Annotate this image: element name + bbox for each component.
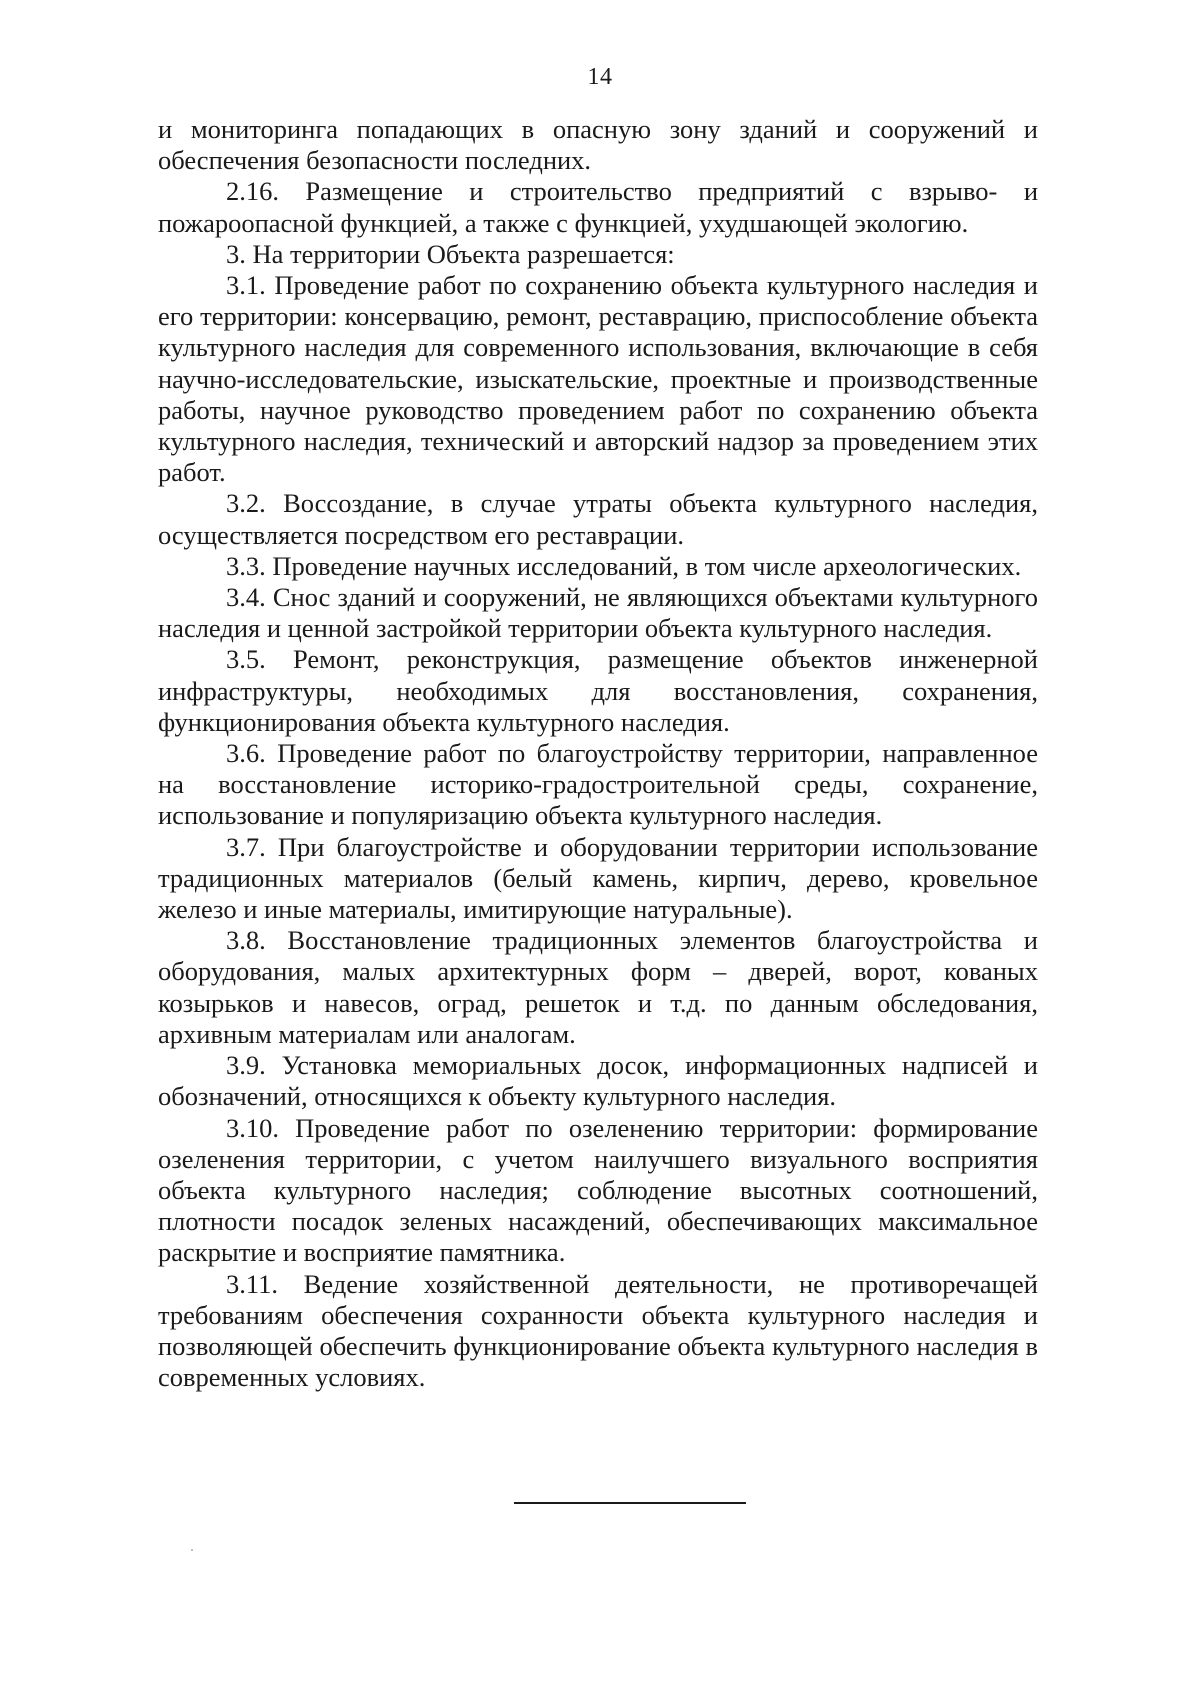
scan-speck xyxy=(191,1549,193,1551)
paragraph-3-5: 3.5. Ремонт, реконструкция, размещение объектов инженерной инфраструктуры, необходимых для восстановления, сохранения, функционирования объекта культурного наследия. xyxy=(158,644,1038,737)
paragraph-3-4: 3.4. Снос зданий и сооружений, не являющихся объектами культурного наследия и ценной застройкой территории объекта культурного наследия. xyxy=(158,582,1038,644)
closing-rule xyxy=(514,1502,746,1504)
paragraph-3-9: 3.9. Установка мемориальных досок, информационных надписей и обозначений, относящихся к объекту культурного наследия. xyxy=(158,1050,1038,1112)
paragraph-3-11: 3.11. Ведение хозяйственной деятельности, не противоречащей требованиям обеспечения сохранности объекта культурного наследия и позволяющей обеспечить функционирование объекта культурного наследия в современных условиях. xyxy=(158,1268,1038,1393)
page-number: 14 xyxy=(587,64,613,90)
paragraph-3-3: 3.3. Проведение научных исследований, в том числе археологических. xyxy=(226,550,1022,581)
document-body xyxy=(158,114,1038,1393)
paragraph-3-2: 3.2. Воссоздание, в случае утраты объекта культурного наследия, осуществляется посредством его реставрации. xyxy=(158,488,1038,550)
paragraph-3-10: 3.10. Проведение работ по озеленению территории: формирование озеленения территории, с учетом наилучшего визуального восприятия объекта культурного наследия; соблюдение высотных соотношений, плотности посадок зеленых насаждений, обеспечивающих максимальное раскрытие и восприятие памятника. xyxy=(158,1112,1038,1268)
paragraph-3-1: 3.1. Проведение работ по сохранению объекта культурного наследия и его территории: консервацию, ремонт, реставрацию, приспособление объекта культурного наследия для современного использования, включающие в себя научно-исследовательские, изыскательские, проектные и производственные работы, научное руководство проведением работ по сохранению объекта культурного наследия, технический и авторский надзор за проведением этих работ. xyxy=(158,270,1038,488)
paragraph-3-7: 3.7. При благоустройстве и оборудовании территории использование традиционных материалов (белый камень, кирпич, дерево, кровельное железо и иные материалы, имитирующие натуральные). xyxy=(158,831,1038,925)
paragraph-3-6: 3.6. Проведение работ по благоустройству территории, направленное на восстановление историко-градостроительной среды, сохранение, использование и популяризацию объекта культурного наследия. xyxy=(158,738,1038,831)
paragraph-continuation: и мониторинга попадающих в опасную зону зданий и сооружений и обеспечения безопасности последних. xyxy=(158,114,1038,176)
paragraph-2-16: 2.16. Размещение и строительство предприятий с взрыво- и пожароопасной функцией, а также с функцией, ухудшающей экологию. xyxy=(158,176,1038,238)
paragraph-3-8: 3.8. Восстановление традиционных элементов благоустройства и оборудования, малых архитектурных форм – дверей, ворот, кованых козырьков и навесов, оград, решеток и т.д. по данным обследования, архивным материалам или аналогам. xyxy=(158,925,1038,1049)
paragraph-3-heading: 3. На территории Объекта разрешается: xyxy=(226,238,675,269)
